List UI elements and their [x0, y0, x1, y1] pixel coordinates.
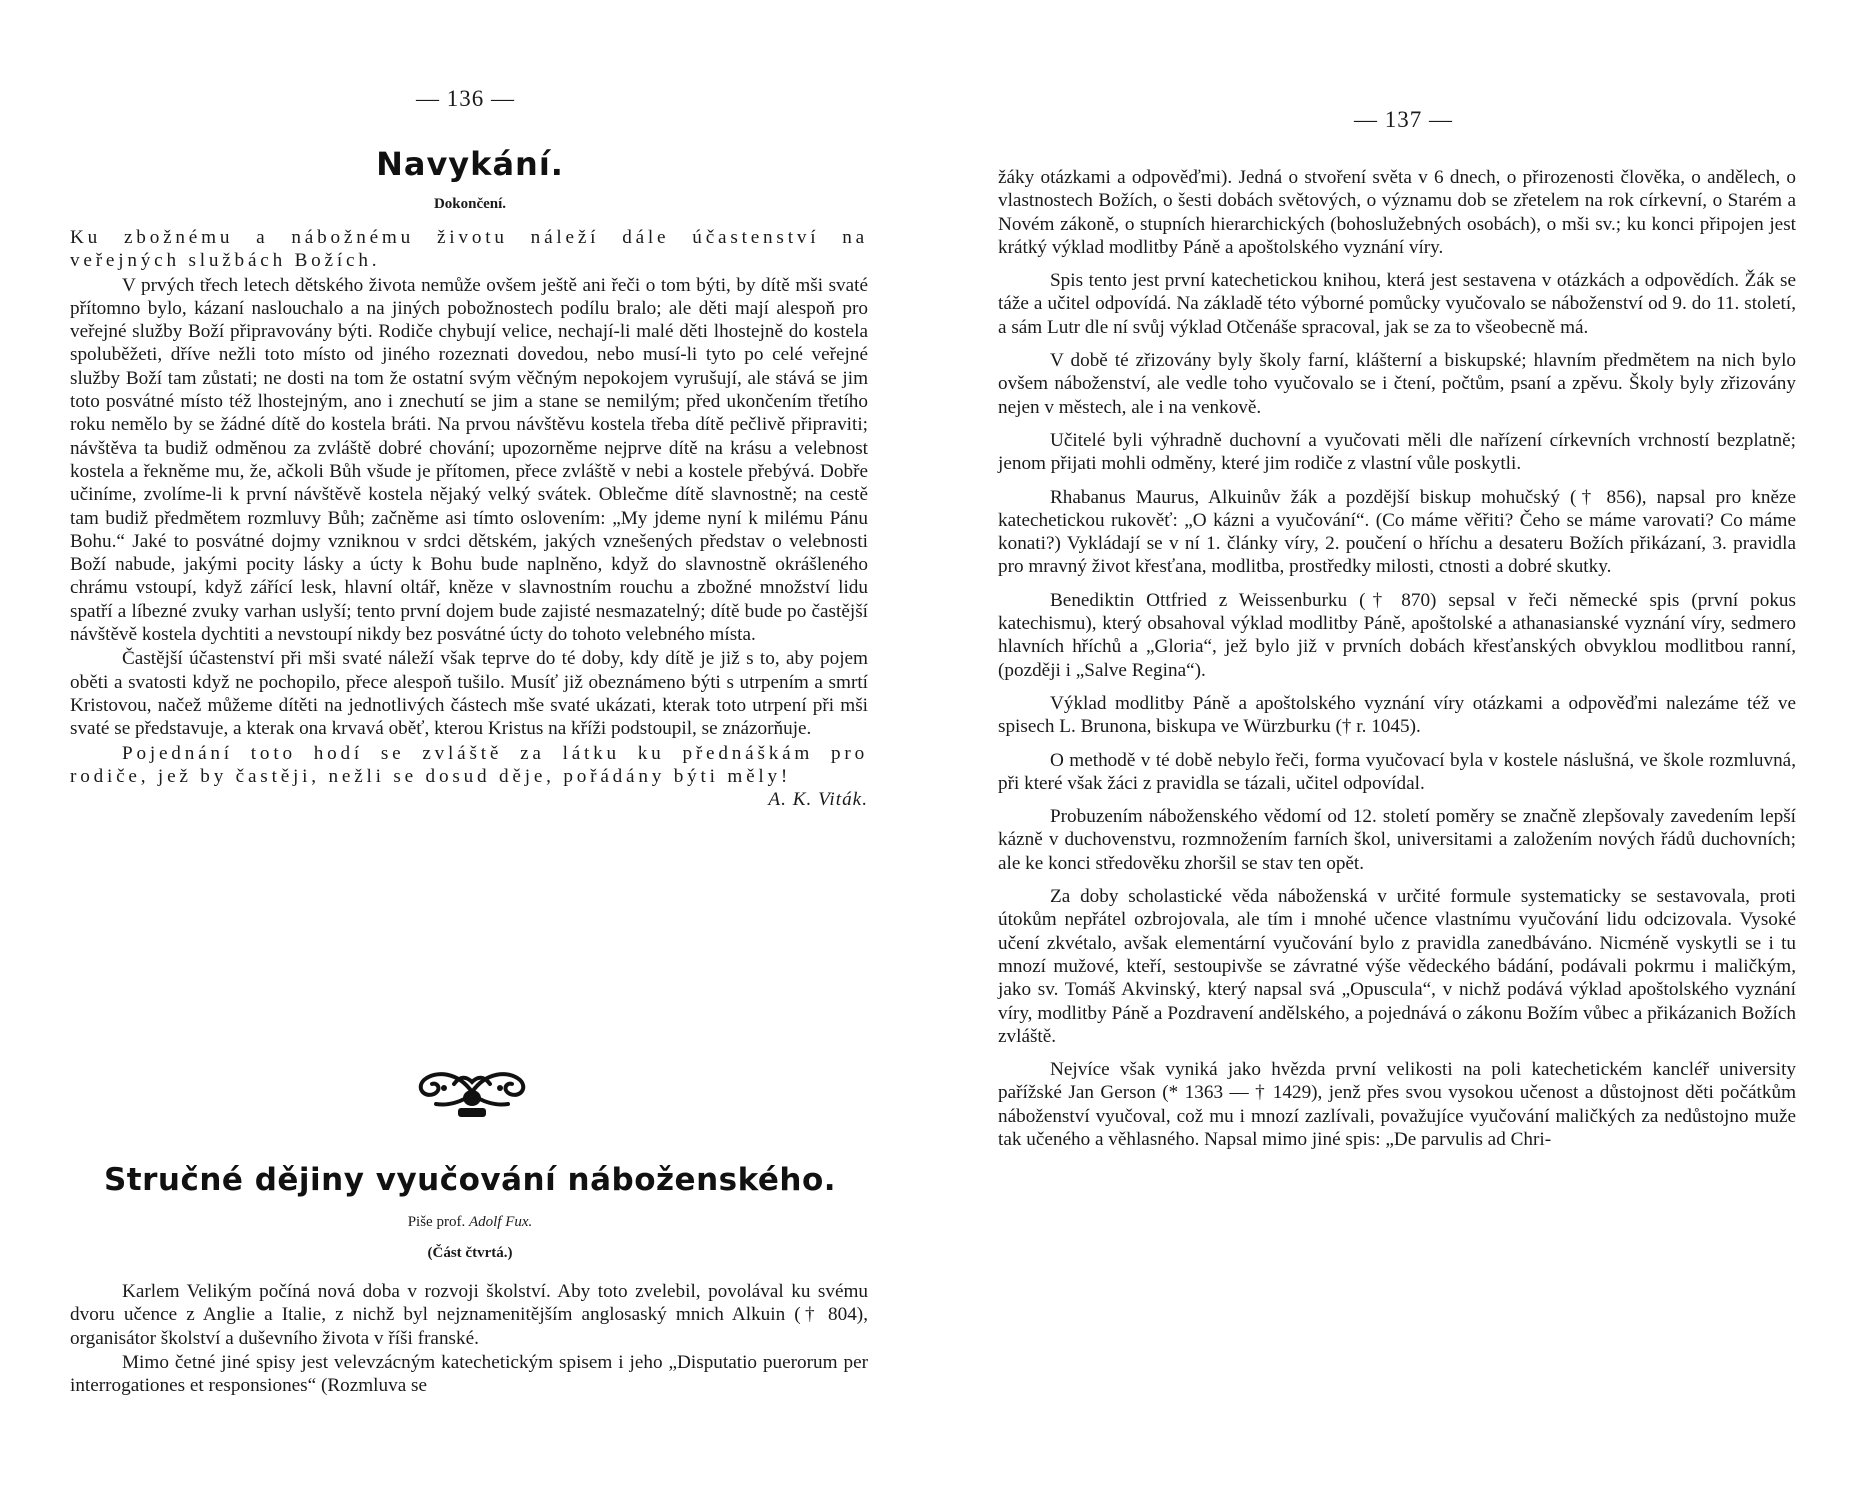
- paragraph: Ku zbožnému a nábožnému životu náleží dále účastenství na veřejných službách Božích.: [70, 227, 868, 272]
- paragraph: Karlem Velikým počíná nová doba v rozvoji školství. Aby toto zvelebil, povolával ku svému dvoru učence z Anglie a Italie, z nichž byl nejznamenitějším anglosaský mnich Alkuin († 804), organisátor školství a duševního života v říši franské.: [70, 1281, 868, 1349]
- section-body: [70, 1280, 868, 1397]
- paragraph: Učitelé byli výhradně duchovní a vyučovati měli dle nařízení církevních vrchností bezplatně; jenom přijati mohli odměny, které jim rodiče z vlastní vůle poskytli.: [998, 429, 1796, 475]
- author-signature: A. K. Viták.: [768, 789, 868, 811]
- part-label: (Část čtvrtá.): [427, 1245, 513, 1261]
- closing-paragraph: [70, 742, 868, 811]
- paragraph: Benediktin Ottfried z Weissenburku († 870) sepsal v řeči německé spis (první pokus katechismu), který obsahoval výklad modlitby Páně, apoštolské a athanasianské vyznání víry, sedmero hlavních hříchů a „Gloria“, jež bylo již v prvních dobách křesťanských obvyklou modlitbou ranní, (později i „Salve Regina“).: [998, 589, 1796, 681]
- paragraph: Nejvíce však vyniká jako hvězda první velikosti na poli katechetickém kancléř university pařížské Jan Gerson (* 1363 — † 1429), jenž přes svou vysokou učenost a důstojnost děti počátkům náboženství vyučoval, což mu i mnozí zazlívali, považujíce vyučování maličkých za nedůstojno muže tak učeného a věhlasného. Napsal mimo jiné spis: „De parvulis ad Chri-: [998, 1059, 1796, 1150]
- paragraph: Za doby scholastické věda náboženská v určité formule systematicky se sestavovala, proti útokům nepřátel ozbrojovala, ale tím i mnohé učence vlastnímu vyučování lidu odcizovala. Vysoké učení zkvétalo, avšak elementární vyučování bylo z pravidla zanedbáváno. Nicméně vyskytli se i tu mnozí mužové, kteří, sestoupivše se závratné výše vědeckého bádání, podávali pokrmu i maličkým, jako sv. Tomáš Akvinský, který napsal svá „Opuscula“, v nichž podává výklad apoštolského vyznání víry, modlitby Páně a Pozdravení andělského, a pojednává o zákonu Božím vůbec a přikázanich Božích zvláště.: [998, 886, 1796, 1047]
- byline: [70, 1214, 870, 1231]
- paragraph: V prvých třech letech dětského života nemůže ovšem ještě ani řeči o tom býti, by dítě mši svaté přítomno bylo, kázaní naslouchalo a na jiných pobožnostech podílu bralo; ale děti mají alespoň pro veřejné služby Boží připravovány býti. Rodiče chybují velice, nechají-li malé děti lhostejně do kostela spoluběžeti, dříve nežli toto místo od jiného rozeznati dovedou, nebo musí-li tyto po celé veřejné služby Boží tam zůstati; ne dosti na tom že ostatní svým věčným nepokojem vyrušují, ale stává se jim toto posvátné místo též lhostejným, ano i znechutí se jim a stane se nemilým; před ukončením třetího roku nemělo by se žádné dítě do kostela bráti. Na prvou návštěvu kostela třeba dítě pečlivě připraviti; návštěva ta budiž odměnou za zvláště dobré chování; upozorněme nejprve dítě na krásu a velebnost kostela a řekněme mu, že, ačkoli Bůh všude je přítomen, přece zvláště v nebi a kostele přebývá. Dobře učiníme, zvolíme-li k první návštěvě kostela nějaký velký svátek. Oblečme dítě slavnostně; na cestě tam budiž předmětem rozmluvy Bůh; začněme asi tímto oslovením: „My jdeme nyní k milému Pánu Bohu.“ Jaké to posvátné dojmy vzniknou v srdci dětském, jakých vznešených představ o velebnosti Boží nabude, jakými pocity lásky a úcty k Bohu bude naplněno, když do slavnostně okrášleného chrámu vstoupí, když zářící lesk, hlavní oltář, kněze v slavnostním rouchu a zbožné množství lidu spatří a líbezné zvuky varhan uslyší; tento první dojem bude zajisté nesmazatelný; dítě bude po častější návštěvě kostela dychtiti a nevstoupí nikdy bez posvátné úcty do tohoto velebného místa.: [70, 274, 868, 646]
- byline-author: Adolf Fux.: [468, 1214, 533, 1230]
- paragraph-text: Pojednání toto hodí se zvláště za látku ku přednáškám pro rodiče, jež by častěji, nežli se dosud děje, pořádány býti měly!: [70, 742, 868, 787]
- paragraph: Mimo četné jiné spisy jest velevzácným katechetickým spisem i jeho „Disputatio puerorum per interrogationes et responsiones“ (Rozmluva se: [70, 1351, 868, 1397]
- paragraph: Spis tento jest první katechetickou knihou, která jest sestavena v otázkách a odpovědích. Žák se táže a učitel odpovídá. Na základě této výborné pomůcky vyučovalo se náboženství od 9. do 11. století, a sám Lutr dle ní svůj výklad Otčenáše spracoval, jak se za to všeobecně má.: [998, 270, 1796, 338]
- paragraph: Častější účastenství při mši svaté náleží však teprve do té doby, kdy dítě je již s to, aby pojem oběti a svatosti když ne pochopilo, přece alespoň tušilo. Musíť již obeznámeno býti s utrpením a smrtí Kristovou, načež můžeme dítěti na jednotlivých částech mše svaté ukázati, kterak toto utrpení při mši svaté se představuje, a kterak ona krvavá oběť, kterou Kristus na kříži podstoupil, se znázorňuje.: [70, 648, 868, 740]
- paragraph: Výklad modlitby Páně a apoštolského vyznání víry otázkami a odpověďmi nalezáme též ve spisech L. Brunona, biskupa ve Würzburku († r. 1045).: [998, 692, 1796, 738]
- right-page: [998, 0, 1798, 1500]
- paragraph: O methodě v té době nebylo řeči, forma vyučovací byla v kostele náslušná, ve škole rozmluvná, při které však žáci z pravidla se tázali, učitel odpovídal.: [998, 749, 1796, 794]
- article-title: Navykání.: [376, 145, 564, 183]
- section-body-continued: [998, 166, 1796, 1151]
- paragraph: žáky otázkami a odpověďmi). Jedná o stvoření světa v 6 dnech, o přirozenosti člověka, o andělech, o vlastnostech Božích, o šesti dobách světových, o významu dob se zřetelem na rok církevní, o Starém a Novém zákoně, o stupních hierarchických (bohoslužebných osobách), o mši sv.; ku konci připojen jest krátký výklad modlitby Páně a apoštolského vyznání víry.: [998, 167, 1796, 258]
- paragraph: V době té zřizovány byly školy farní, klášterní a biskupské; hlavním předmětem na nich bylo ovšem náboženství, ale vedle toho vyučovalo se i čtení, počtům, psaní a zpěvu. Školy byly zřizovány nejen v městech, ale i na venkově.: [998, 350, 1796, 418]
- paragraph: Rhabanus Maurus, Alkuinův žák a pozdější biskup mohučský († 856), napsal pro kněze katechetickou rukověť: „O kázni a vyučování“. (Co máme věřiti? Čeho se máme varovati? Co máme konati?) Vykládají se v ní 1. články víry, 2. poučení o hříchu a desateru Božích přikázaní, 3. pravidla pro mravný život křesťana, modlitba, prostředky milosti, ctnosti a dobré skutky.: [998, 486, 1796, 578]
- left-page: [70, 0, 870, 1500]
- article-body: [70, 226, 868, 811]
- page-number-right: — 137 —: [1354, 107, 1453, 132]
- paragraph: Probuzením náboženského vědomí od 12. století poměry se značně zlepšovaly zavedením lepší kázně v duchovenstvu, rozmnožením farních škol, universitami a založením nových řádů duchovních; ale ke konci středověku zhoršil se stav ten opět.: [998, 806, 1796, 874]
- floral-ornament-icon: [414, 1062, 530, 1120]
- byline-prefix: Piše prof.: [407, 1214, 466, 1230]
- section-title: Stručné dějiny vyučování náboženského.: [103, 1162, 837, 1198]
- article-subtitle: Dokončení.: [433, 196, 507, 212]
- page-number-left: — 136 —: [416, 86, 515, 111]
